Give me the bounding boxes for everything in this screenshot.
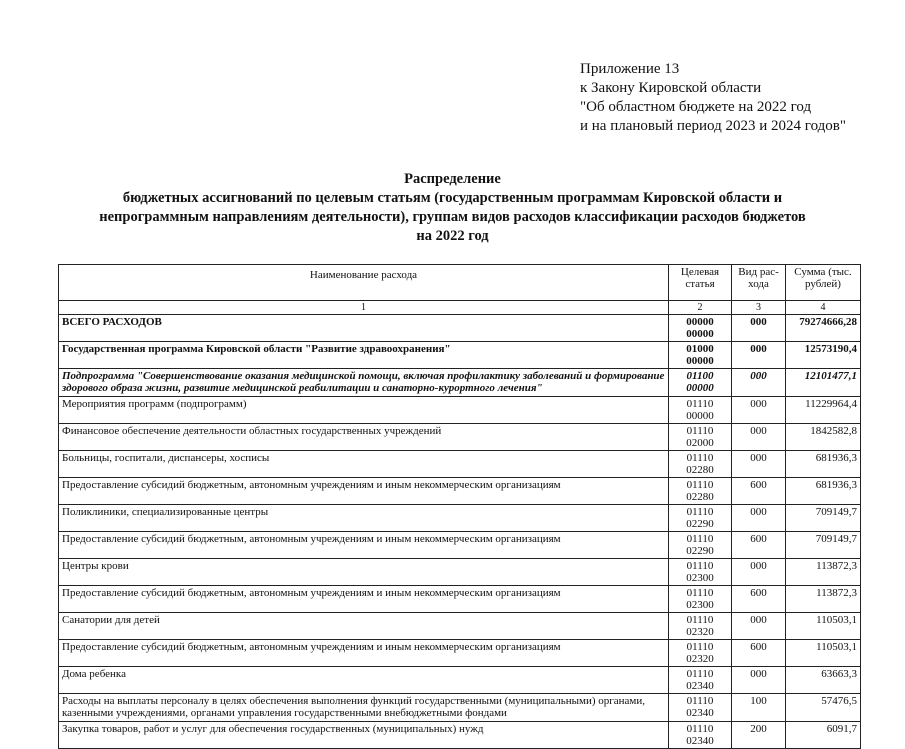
header-code: Целевая статья bbox=[669, 265, 732, 301]
row-sum: 11229964,4 bbox=[786, 397, 861, 424]
table-row bbox=[59, 397, 861, 424]
row-name: Финансовое обеспечение деятельности областных государственных учреждений bbox=[59, 424, 669, 451]
header-type: Вид рас-хода bbox=[732, 265, 786, 301]
row-target-article: 01000 00000 bbox=[669, 342, 732, 369]
row-sum: 6091,7 bbox=[786, 722, 861, 749]
column-number-row bbox=[59, 301, 861, 315]
row-expense-type: 000 bbox=[732, 369, 786, 397]
title-line-2: бюджетных ассигнований по целевым статьям (государственным программам Кировской области и bbox=[122, 190, 783, 206]
table-row bbox=[59, 722, 861, 749]
row-sum: 681936,3 bbox=[786, 451, 861, 478]
row-name: Государственная программа Кировской области "Развитие здравоохранения" bbox=[59, 342, 669, 369]
row-name: Подпрограмма "Совершенствование оказания медицинской помощи, включая профилактику заболеваний и формирование здорового образа жизни, развитие медицинской реабилитации и санаторно-курортного лечения" bbox=[59, 369, 669, 397]
row-name: Центры крови bbox=[59, 559, 669, 586]
row-target-article: 01110 02320 bbox=[669, 640, 732, 667]
table-row bbox=[59, 640, 861, 667]
annex-note bbox=[580, 60, 846, 136]
row-expense-type: 000 bbox=[732, 505, 786, 532]
document-title bbox=[0, 170, 905, 246]
row-name: Предоставление субсидий бюджетным, автономным учреждениям и иным некоммерческим организациям bbox=[59, 586, 669, 613]
row-sum: 12101477,1 bbox=[786, 369, 861, 397]
row-target-article: 01110 02290 bbox=[669, 505, 732, 532]
table-row bbox=[59, 586, 861, 613]
row-name: Дома ребенка bbox=[59, 667, 669, 694]
row-expense-type: 100 bbox=[732, 694, 786, 722]
column-number: 3 bbox=[732, 301, 786, 315]
row-sum: 113872,3 bbox=[786, 559, 861, 586]
title-line-3: непрограммным направлениям деятельности), группам видов расходов классификации расходов бюджетов bbox=[99, 209, 806, 225]
table-row bbox=[59, 532, 861, 559]
row-expense-type: 600 bbox=[732, 640, 786, 667]
row-name: Расходы на выплаты персоналу в целях обеспечения выполнения функций государственными (муниципальными) органами, казенными учреждениями, органами управления государственными внебюджетными фондами bbox=[59, 694, 669, 722]
row-expense-type: 000 bbox=[732, 451, 786, 478]
row-expense-type: 000 bbox=[732, 559, 786, 586]
header-sum: Сумма (тыс. рублей) bbox=[786, 265, 861, 301]
table-header-row bbox=[59, 265, 861, 301]
row-expense-type: 600 bbox=[732, 532, 786, 559]
row-name: Поликлиники, специализированные центры bbox=[59, 505, 669, 532]
row-sum: 709149,7 bbox=[786, 532, 861, 559]
row-target-article: 01110 02280 bbox=[669, 478, 732, 505]
table-row bbox=[59, 559, 861, 586]
table-row bbox=[59, 505, 861, 532]
row-target-article: 01110 02340 bbox=[669, 667, 732, 694]
row-name: Больницы, госпитали, диспансеры, хосписы bbox=[59, 451, 669, 478]
row-target-article: 01110 02340 bbox=[669, 722, 732, 749]
table-row bbox=[59, 694, 861, 722]
row-expense-type: 600 bbox=[732, 586, 786, 613]
row-sum: 12573190,4 bbox=[786, 342, 861, 369]
row-target-article: 01110 02300 bbox=[669, 586, 732, 613]
table-row bbox=[59, 315, 861, 342]
annex-law-title: "Об областном бюджете на 2022 год bbox=[580, 99, 812, 115]
title-line-1: Распределение bbox=[404, 171, 501, 187]
row-target-article: 01110 02000 bbox=[669, 424, 732, 451]
title-line-4: на 2022 год bbox=[416, 228, 489, 244]
row-sum: 1842582,8 bbox=[786, 424, 861, 451]
table-row bbox=[59, 478, 861, 505]
row-name: Предоставление субсидий бюджетным, автономным учреждениям и иным некоммерческим организациям bbox=[59, 478, 669, 505]
column-number: 2 bbox=[669, 301, 732, 315]
row-target-article: 00000 00000 bbox=[669, 315, 732, 342]
column-number: 1 bbox=[59, 301, 669, 315]
table-row bbox=[59, 613, 861, 640]
row-name: Санатории для детей bbox=[59, 613, 669, 640]
row-sum: 79274666,28 bbox=[786, 315, 861, 342]
row-name: Закупка товаров, работ и услуг для обеспечения государственных (муниципальных) нужд bbox=[59, 722, 669, 749]
table-row bbox=[59, 369, 861, 397]
row-expense-type: 200 bbox=[732, 722, 786, 749]
row-target-article: 01110 02320 bbox=[669, 613, 732, 640]
row-expense-type: 000 bbox=[732, 667, 786, 694]
row-target-article: 01110 02290 bbox=[669, 532, 732, 559]
header-name: Наименование расхода bbox=[59, 265, 669, 301]
row-target-article: 01110 02300 bbox=[669, 559, 732, 586]
row-sum: 681936,3 bbox=[786, 478, 861, 505]
row-sum: 110503,1 bbox=[786, 613, 861, 640]
annex-law-period: и на плановый период 2023 и 2024 годов" bbox=[580, 118, 846, 134]
row-expense-type: 000 bbox=[732, 315, 786, 342]
row-sum: 57476,5 bbox=[786, 694, 861, 722]
row-sum: 113872,3 bbox=[786, 586, 861, 613]
row-name: Предоставление субсидий бюджетным, автономным учреждениям и иным некоммерческим организациям bbox=[59, 640, 669, 667]
row-expense-type: 000 bbox=[732, 397, 786, 424]
row-target-article: 01110 00000 bbox=[669, 397, 732, 424]
row-target-article: 01110 02280 bbox=[669, 451, 732, 478]
row-name: Мероприятия программ (подпрограмм) bbox=[59, 397, 669, 424]
row-target-article: 01100 00000 bbox=[669, 369, 732, 397]
table-row bbox=[59, 342, 861, 369]
table-row bbox=[59, 451, 861, 478]
table-row bbox=[59, 667, 861, 694]
row-sum: 63663,3 bbox=[786, 667, 861, 694]
budget-table bbox=[58, 264, 861, 749]
row-target-article: 01110 02340 bbox=[669, 694, 732, 722]
row-name: Предоставление субсидий бюджетным, автономным учреждениям и иным некоммерческим организациям bbox=[59, 532, 669, 559]
annex-number: Приложение 13 bbox=[580, 61, 680, 77]
row-name: ВСЕГО РАСХОДОВ bbox=[59, 315, 669, 342]
row-expense-type: 000 bbox=[732, 613, 786, 640]
annex-law: к Закону Кировской области bbox=[580, 80, 762, 96]
column-number: 4 bbox=[786, 301, 861, 315]
row-expense-type: 000 bbox=[732, 424, 786, 451]
row-sum: 709149,7 bbox=[786, 505, 861, 532]
row-expense-type: 600 bbox=[732, 478, 786, 505]
table-row bbox=[59, 424, 861, 451]
row-expense-type: 000 bbox=[732, 342, 786, 369]
row-sum: 110503,1 bbox=[786, 640, 861, 667]
